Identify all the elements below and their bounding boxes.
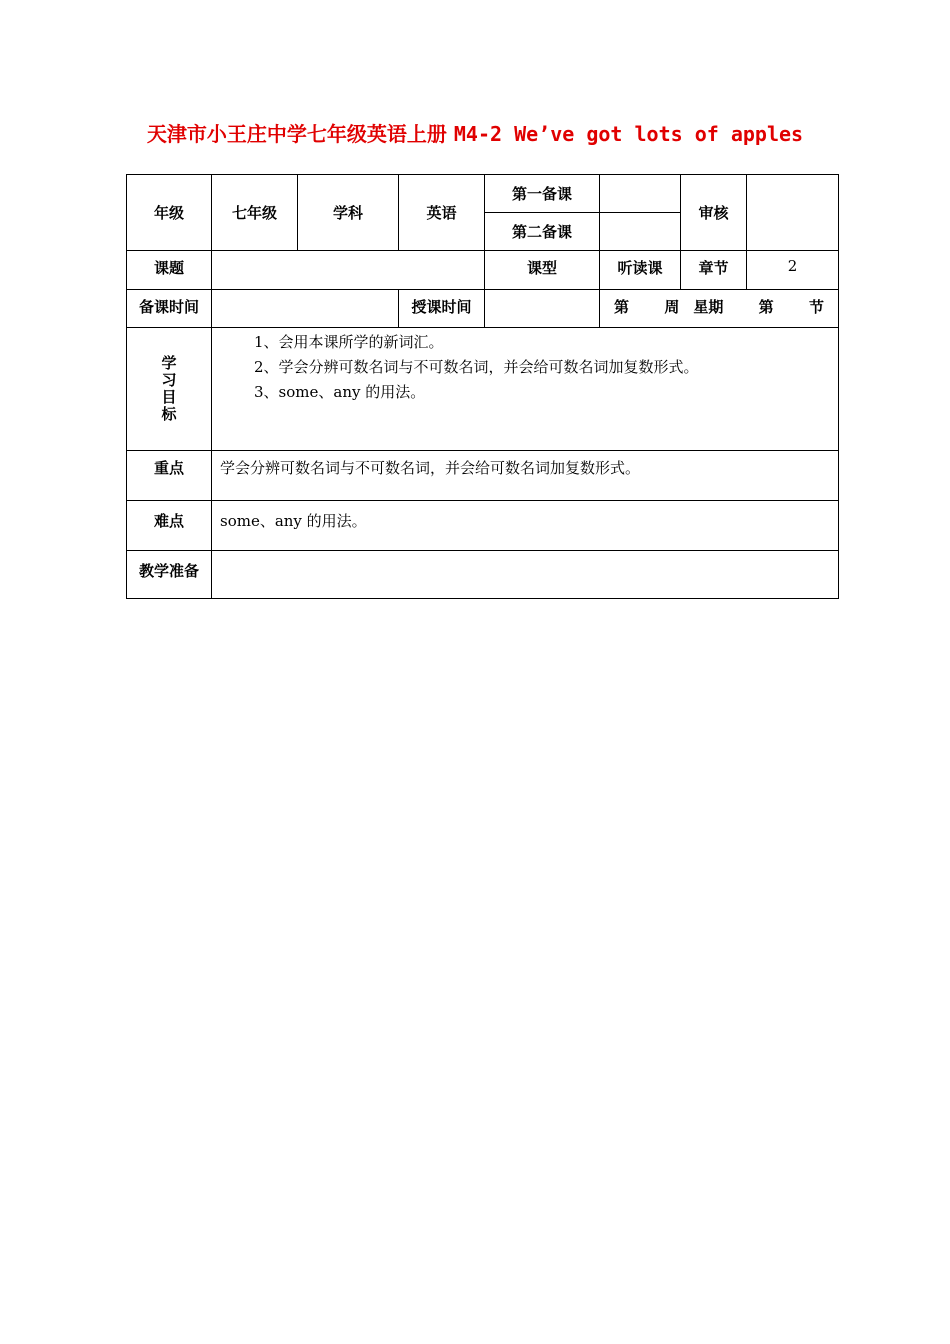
schedule-weekday: 星期 — [693, 298, 724, 316]
teach-time-label: 授课时间 — [399, 290, 485, 328]
grade-value: 七年级 — [212, 175, 298, 251]
schedule-week-prefix: 第 — [614, 298, 630, 316]
title-english: M4-2 We’ve got lots of apples — [453, 122, 804, 146]
difficulty-value: some、any 的用法。 — [212, 501, 839, 551]
materials-value — [212, 551, 839, 599]
subject-label: 学科 — [298, 175, 399, 251]
topic-label: 课题 — [127, 251, 212, 290]
chapter-label: 章节 — [681, 251, 747, 290]
review-label: 审核 — [681, 175, 747, 251]
second-prep-value — [600, 213, 681, 251]
lesson-plan-table — [126, 174, 839, 599]
subject-value: 英语 — [399, 175, 485, 251]
schedule-cell — [600, 290, 839, 328]
goals-label-char-3: 目 — [161, 388, 177, 406]
lesson-type-label: 课型 — [485, 251, 600, 290]
teach-time-value — [485, 290, 600, 328]
goal-item: 1、会用本课所学的新词汇。 — [254, 333, 444, 351]
goals-label — [127, 328, 212, 451]
materials-label: 教学准备 — [127, 551, 212, 599]
schedule-week-suffix: 周 — [664, 298, 680, 316]
goal-item: 3、some、any 的用法。 — [254, 383, 426, 401]
goal-item: 2、学会分辨可数名词与不可数名词，并会给可数名词加复数形式。 — [254, 358, 699, 376]
goals-label-char-2: 习 — [161, 371, 177, 389]
grade-label: 年级 — [127, 175, 212, 251]
title-chinese: 天津市小王庄中学七年级英语上册 — [146, 122, 447, 146]
schedule-period-suffix: 节 — [808, 298, 824, 316]
prep-time-label: 备课时间 — [127, 290, 212, 328]
difficulty-label: 难点 — [127, 501, 212, 551]
prep-time-value — [212, 290, 399, 328]
key-points-label: 重点 — [127, 451, 212, 501]
second-prep-label: 第二备课 — [485, 213, 600, 251]
key-points-value: 学会分辨可数名词与不可数名词，并会给可数名词加复数形式。 — [212, 451, 839, 501]
goals-label-char-4: 标 — [161, 405, 177, 423]
first-prep-value — [600, 175, 681, 213]
first-prep-label: 第一备课 — [485, 175, 600, 213]
goals-content — [212, 328, 839, 451]
document-title — [120, 122, 830, 147]
review-value — [747, 175, 839, 251]
chapter-value: 2 — [747, 251, 839, 290]
goals-label-char-1: 学 — [161, 354, 177, 372]
schedule-period-prefix: 第 — [758, 298, 774, 316]
lesson-type-value: 听读课 — [600, 251, 681, 290]
topic-value — [212, 251, 485, 290]
